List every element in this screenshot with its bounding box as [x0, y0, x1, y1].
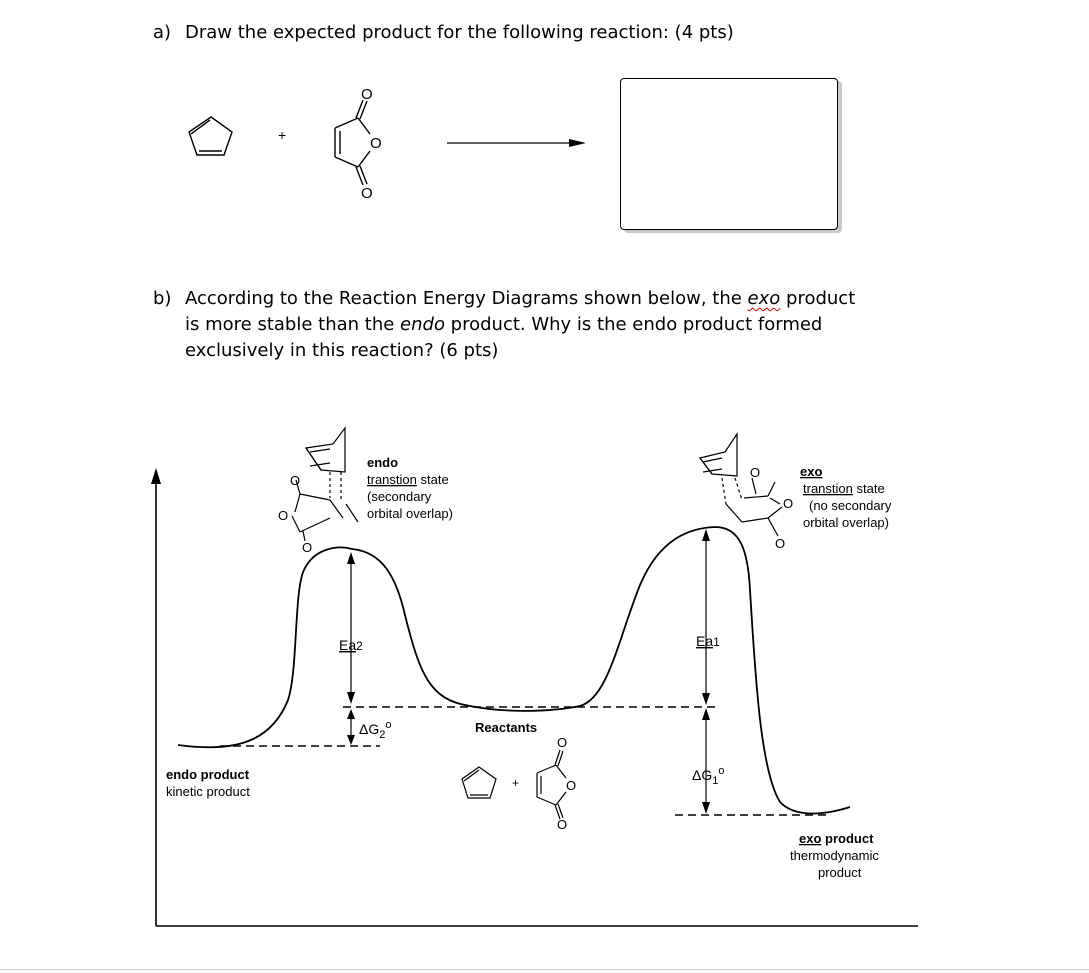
exo-ts-title: exo [800, 464, 823, 479]
question-b [153, 286, 873, 364]
exo-ts-line1: transtion state [803, 481, 885, 496]
exo-product-label: exo product [799, 831, 874, 846]
reaction-scheme-a [0, 0, 1089, 260]
cyclopentadiene-structure [189, 117, 232, 155]
reaction-energy-diagram [0, 400, 1089, 960]
endo-ts-oxygen-2: O [278, 508, 289, 523]
ea1-arrowhead-top [702, 529, 710, 541]
exo-ts-oxygen-2: O [783, 496, 794, 511]
reactant-maleic-anhydride [537, 750, 566, 819]
page-bottom-rule [0, 969, 1089, 970]
thermodynamic-label: thermodynamic [790, 848, 879, 863]
reactant-oxygen-ring: O [566, 778, 577, 793]
carbonyl-oxygen-bottom: O [361, 185, 373, 202]
dg2-arrowhead-bottom [347, 735, 355, 745]
dg1-label: $\Delta G_1^o$ [692, 765, 725, 787]
maleic-anhydride-structure [335, 100, 370, 185]
plus-sign: + [278, 127, 287, 143]
ring-oxygen: O [370, 135, 382, 152]
endo-ts-oxygen-1: O [290, 473, 301, 488]
endo-ts-oxygen-3: O [302, 540, 313, 555]
carbonyl-oxygen-top: O [361, 86, 373, 103]
dg1-arrowhead-bottom [702, 802, 710, 814]
ea1-label: Ea1 [696, 633, 720, 649]
endo-ts-line1: transtion state [367, 472, 449, 487]
exo-ts-oxygen-3: O [775, 536, 786, 551]
dg2-arrowhead-top [347, 709, 355, 719]
ea2-label: Ea2 [339, 637, 363, 653]
reactants-plus: + [512, 776, 520, 790]
product-answer-box[interactable] [620, 78, 838, 230]
thermodynamic-product-label: product [818, 865, 862, 880]
question-a-text: Draw the expected product for the following reaction: (4 pts) [185, 22, 734, 43]
reaction-arrow [447, 139, 586, 147]
question-b-text: According to the Reaction Energy Diagrams shown below, the exo product is more stable than the endo product. Why is the endo product formed exclusively in this reaction? (6 pts) [185, 288, 856, 361]
endo-ts-line2: (secondary [367, 489, 432, 504]
exo-ts-line3: orbital overlap) [803, 515, 889, 530]
ea2-arrowhead-bottom [347, 692, 355, 704]
question-a-number: a) [153, 22, 172, 43]
exo-word: exo [747, 288, 781, 309]
endo-transition-state-structure [292, 428, 358, 541]
reactant-oxygen-top: O [557, 735, 568, 750]
endo-product-label: endo product [166, 767, 250, 782]
reactant-cyclopentadiene [462, 767, 496, 798]
exo-ts-line2: (no secondary [809, 498, 892, 513]
endo-ts-title: endo [367, 455, 399, 470]
endo-ts-line3: orbital overlap) [367, 506, 453, 521]
dg2-label: $\Delta G_2^o$ [359, 719, 392, 741]
reactant-oxygen-bottom: O [557, 817, 568, 832]
question-b-number: b) [153, 288, 172, 309]
kinetic-product-label: kinetic product [166, 784, 250, 799]
dg1-arrowhead-top [702, 708, 710, 720]
exo-transition-state-structure [700, 434, 782, 536]
energy-profile-curve [178, 527, 850, 814]
ea2-arrowhead-top [347, 552, 355, 564]
ea1-arrowhead-bottom [702, 693, 710, 705]
endo-word: endo [400, 314, 445, 335]
exo-ts-oxygen-1: O [750, 465, 761, 480]
reactants-label: Reactants [475, 720, 538, 735]
